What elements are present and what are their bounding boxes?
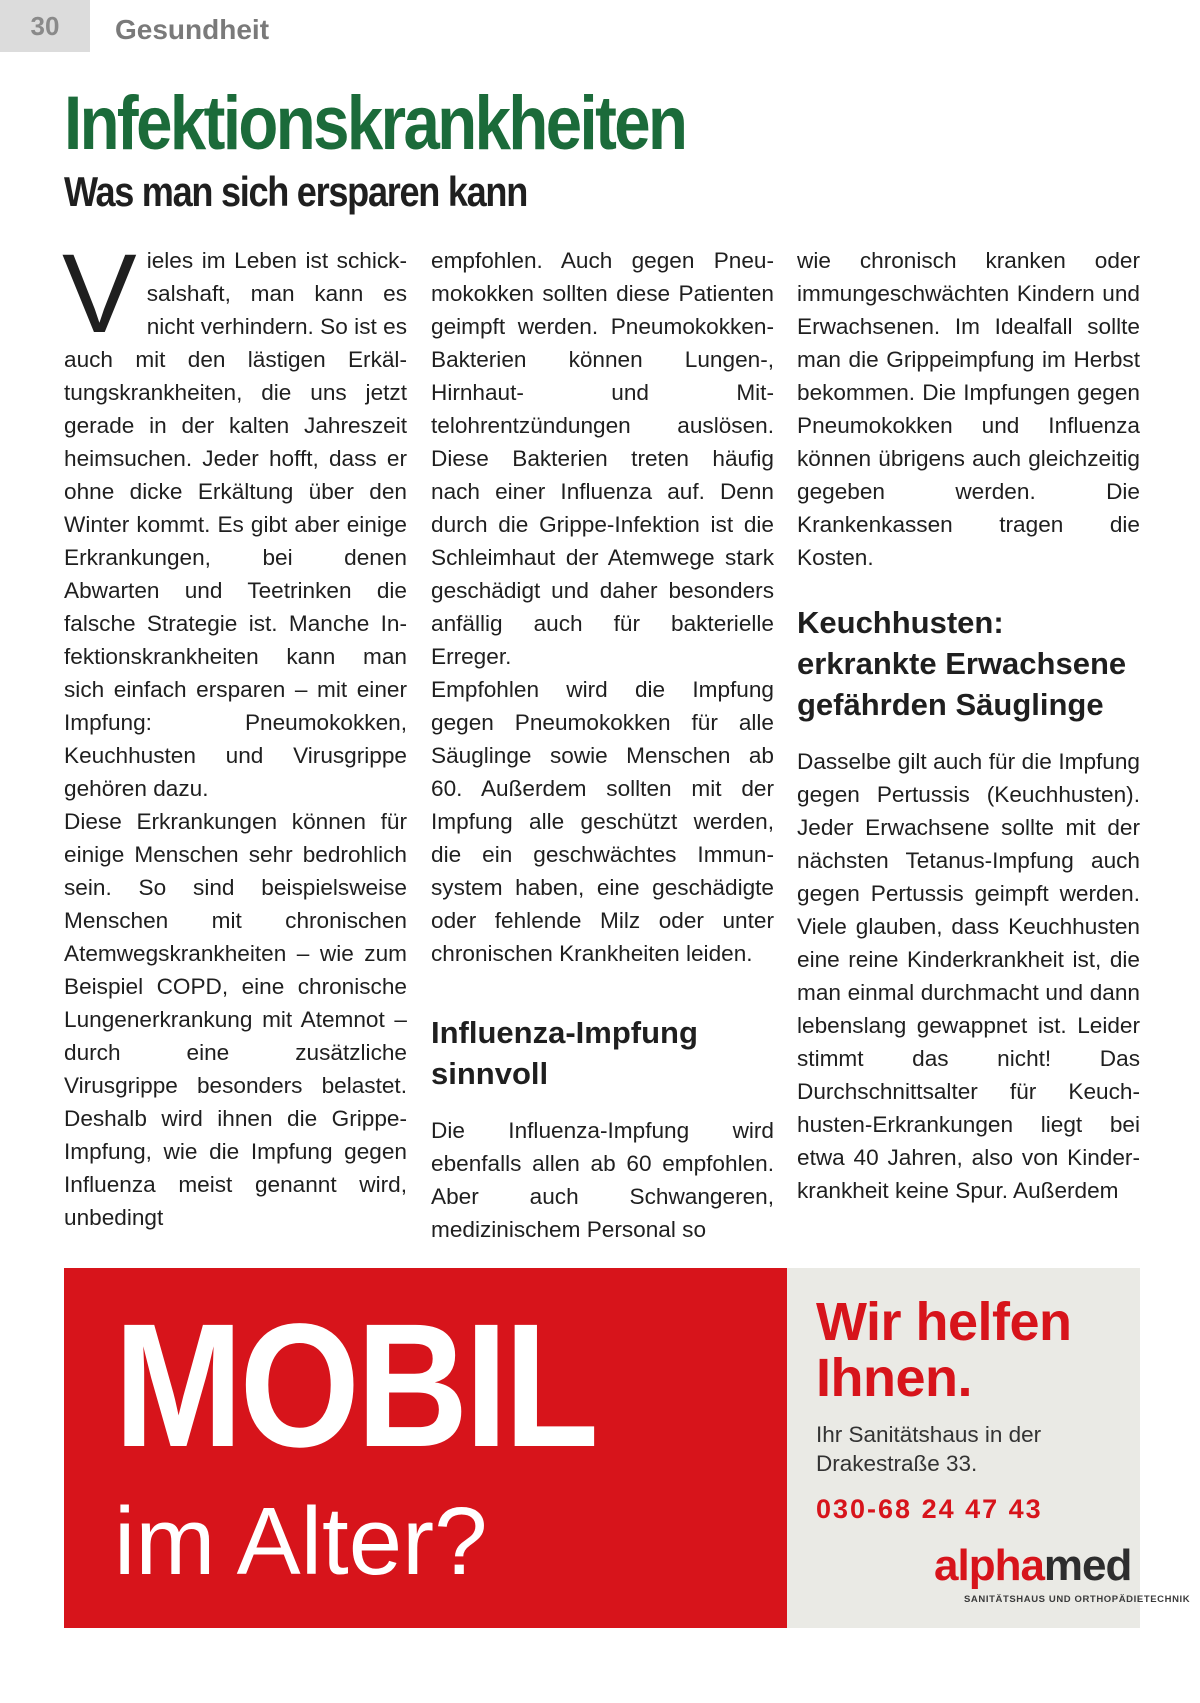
page-number: 30 [0,0,90,52]
article-column-2 [431,244,774,1246]
paragraph: Empfohlen wird die Impfung gegen Pneumokokken für alle Säuglinge sowie Menschen ab 60. Außerdem sollten mit der Impfung alle geschützt werden, die ein geschwächtes Immunsystem haben, eine geschädigte oder fehlende Milz oder unter chronischen Krankheiten leiden. [431,677,774,966]
article-subhead: Was man sich ersparen kann [64,168,527,215]
paragraph: Diese Erkrankungen können für einige Menschen sehr bedrohlich sein. So sind beispielsweise Menschen mit chronischen Atemwegskrankheiten – wie zum Beispiel COPD, eine chronische Lungenerkrankung mit Atemnot – durch eine zusätzliche Virusgrippe besonders belastet. Deshalb wird ihnen die Grippe-Impfung, wie die Impfung gegen Influenza meist genannt wird, unbedingt [64,809,407,1230]
paragraph: wie chronisch kranken oder immungeschwächten Kindern und Erwachsenen. Im Idealfall sollte man die Grippeimpfung im Herbst bekommen. Die Impfungen gegen Pneumokokken und Influenza können übrigens auch gleichzeitig gegeben werden. Die Krankenkassen tragen die Kosten. [797,248,1140,570]
article-column-1 [62,231,407,1234]
logo-part-alpha: alpha [934,1541,1044,1590]
ad-info-panel [816,1268,1191,1628]
paragraph: empfohlen. Auch gegen Pneumokokken sollten diese Patienten geimpft werden. Pneumokokken-Bakterien können Lungen-, Hirnhaut- und Mittelohrentzündungen auslösen. Diese Bakterien treten häufig nach einer Influenza auf. Denn durch die Grippe-Infektion ist die Schleimhaut der Atemwege stark geschädigt und daher besonders anfällig auch für bakterielle Erreger. [431,248,774,669]
paragraph: ieles im Leben ist schicksalshaft, man kann es nicht verhindern. So ist es auch mit den lästigen Erkältungskrankheiten, die uns jetzt gerade in der kalten Jahreszeit heimsuchen. Jeder hofft, dass er ohne dicke Erkältung über den Winter kommt. Es gibt aber einige Erkrankungen, bei denen Abwarten und Teetrinken die falsche Strategie ist. Manche Infektionskrankheiten kann man sich einfach ersparen – mit einer Impfung: Pneumokokken, Keuchhusten und Virusgrippe gehören dazu. [64,248,407,801]
logo-part-med: med [1043,1541,1132,1590]
ad-address [816,1420,1041,1478]
paragraph: Dasselbe gilt auch für die Impfung gegen Pertussis (Keuchhusten). Jeder Erwachsene sollte mit der nächsten Tetanus-Impfung auch gegen Pertussis geimpft werden. Viele glauben, dass Keuchhusten eine reine Kinderkrankheit ist, die man einmal durchmacht und dann lebenslang gewappnet ist. Leider stimmt das nicht! Das Durchschnittsalter für Keuchhusten-Erkrankungen liegt bei etwa 40 Jahren, also von Kinderkrankheit keine Spur. Außerdem [797,749,1140,1203]
section-heading-influenza: Influenza-Impfung sinnvoll [431,1015,698,1091]
ad-claim-line: Ihnen. [816,1348,972,1408]
ad-address-line: Ihr Sanitätshaus in der [816,1422,1042,1447]
advertisement [64,1268,1191,1628]
section-heading-keuchhusten: Keuchhusten: erkrankte Erwachsene gefährden Säuglinge [797,605,1127,722]
logo-tagline: SANITÄTSHAUS UND ORTHOPÄDIETECHNIK [964,1594,1191,1605]
section-title: Gesundheit [115,14,270,45]
alphamed-logo [934,1541,1132,1590]
article-column-3 [797,244,1140,1207]
drop-cap: V [62,231,137,356]
paragraph: Die Influenza-Impfung wird ebenfalls allen ab 60 empfohlen. Aber auch Schwangeren, medizinischem Personal so [431,1118,774,1242]
article-headline: Infektionskrankheiten [64,81,686,166]
ad-big-word: MOBIL [114,1288,596,1484]
ad-claim [816,1294,1072,1406]
ad-question: im Alter? [114,1488,488,1595]
ad-claim-line: Wir helfen [816,1292,1072,1352]
ad-address-line: Drakestraße 33. [816,1451,978,1476]
ad-red-panel [64,1268,787,1628]
ad-phone-number: 030-68 24 47 43 [816,1494,1043,1524]
